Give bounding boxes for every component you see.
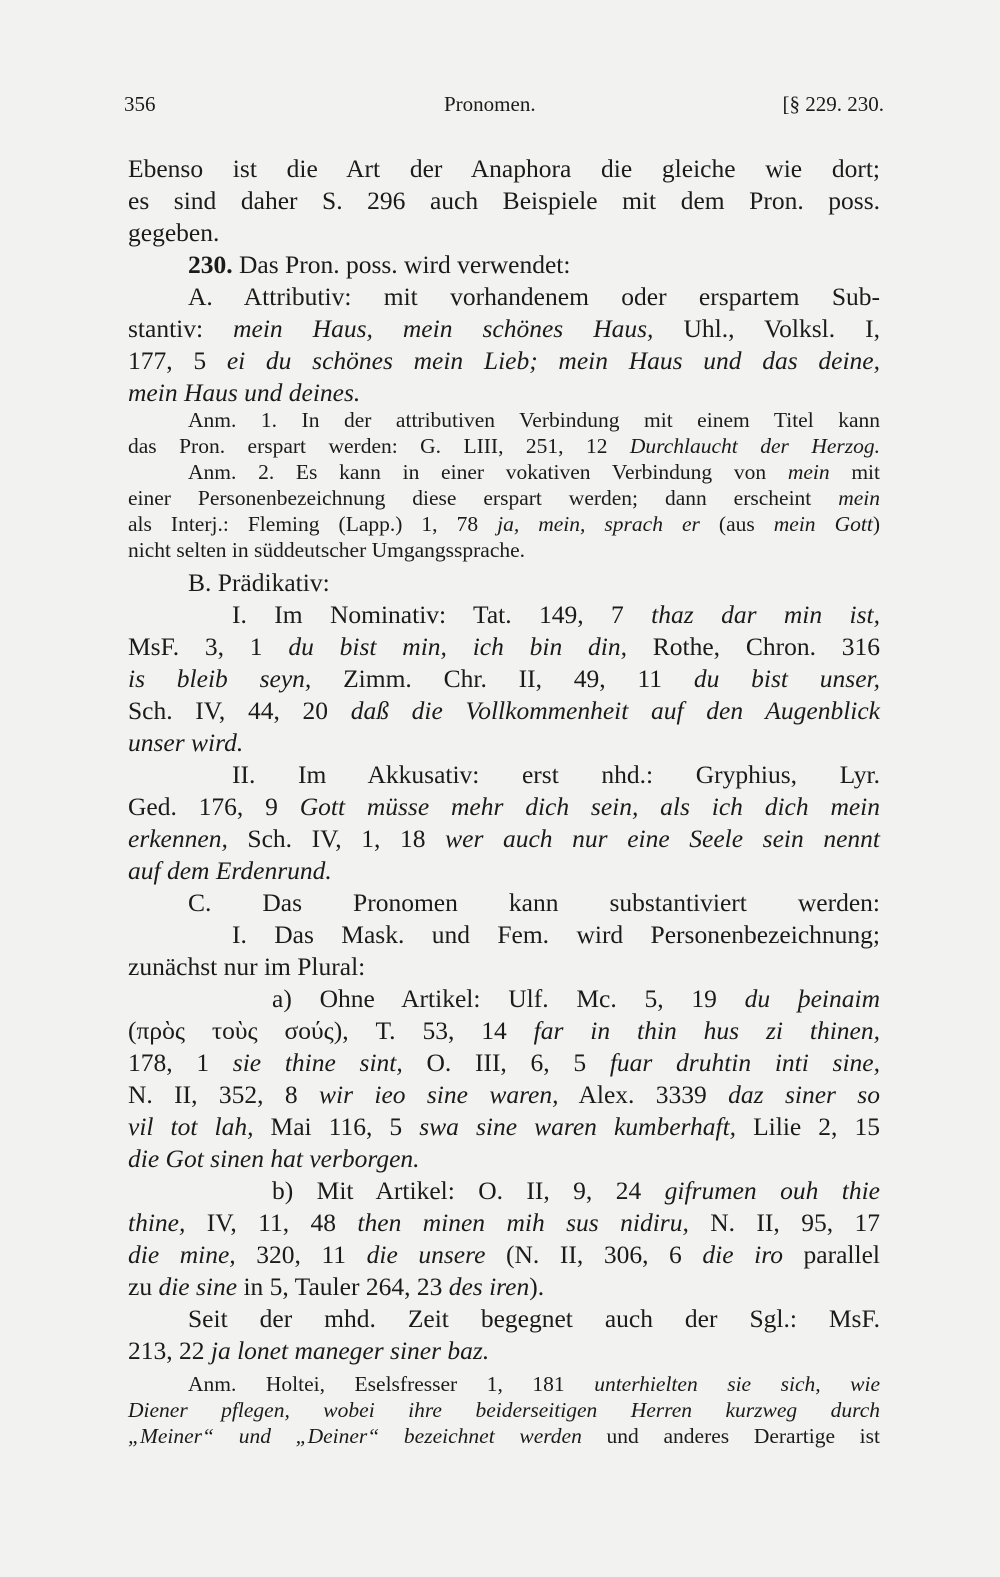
text-segment: Lilie 2, 15	[736, 1112, 880, 1141]
text-line	[128, 1272, 880, 1302]
italic-quote: daz siner so	[728, 1080, 880, 1109]
italic-quote: ja lonet maneger siner baz.	[210, 1336, 490, 1365]
italic-quote: thaz dar min ist,	[651, 600, 880, 629]
text-segment: N. II, 352, 8	[128, 1080, 319, 1109]
text-segment: Zimm. Chr. II, 49, 11	[311, 664, 694, 693]
italic-quote: thine,	[128, 1208, 186, 1237]
text-segment: (N. II, 306, 6	[485, 1240, 703, 1269]
italic-quote: die sine	[158, 1272, 238, 1301]
italic-quote: Durchlaucht der Herzog.	[629, 434, 880, 458]
text-segment: a) Ohne Artikel: Ulf. Mc. 5, 19	[272, 984, 745, 1013]
italic-quote: far in thin hus zi thinen,	[533, 1016, 880, 1045]
italic-quote: ei du schönes mein Lieb; mein Haus und das deine,	[226, 346, 880, 375]
text-line	[188, 568, 880, 598]
running-header	[124, 92, 884, 122]
italic-quote: vil tot lah,	[128, 1112, 254, 1141]
text-segment: Sch. IV, 44, 20	[128, 696, 351, 725]
italic-quote: ja, mein, sprach er	[497, 512, 700, 536]
text-line	[128, 856, 880, 886]
text-line	[128, 696, 880, 726]
italic-quote: wir ieo sine waren,	[318, 1080, 559, 1109]
text-segment: IV, 11, 48	[185, 1208, 358, 1237]
text-line	[272, 1176, 880, 1206]
text-segment: (πρὸς τοὺς σούς), T. 53, 14	[128, 1016, 534, 1045]
text-segment: I. Im Nominativ: Tat. 149, 7	[232, 600, 652, 629]
text-segment: Das Pron. poss. wird verwendet:	[232, 250, 571, 279]
text-segment: zunächst nur im Plural:	[128, 952, 366, 981]
text-segment: mit	[829, 460, 881, 484]
text-segment: Mai 116, 5	[253, 1112, 420, 1141]
italic-quote: Gott müsse mehr dich sein, als ich dich mein	[299, 792, 881, 821]
text-line	[128, 154, 880, 184]
text-segment: parallel	[782, 1240, 880, 1269]
text-line	[128, 824, 880, 854]
italic-quote: unser wird.	[128, 728, 244, 757]
italic-quote: auf dem Erdenrund.	[128, 856, 332, 885]
italic-quote: mein	[838, 486, 880, 510]
note-line	[188, 1372, 880, 1397]
italic-quote: des iren	[448, 1272, 530, 1301]
section-range: [§ 229. 230.	[782, 92, 884, 116]
text-segment: 177, 5	[128, 346, 227, 375]
text-line	[188, 282, 880, 312]
text-segment: Uhl., Volksl. I,	[653, 314, 880, 343]
section-heading-230	[188, 250, 880, 280]
italic-quote: mein Haus und deines.	[128, 378, 361, 407]
italic-quote: mein Gott	[773, 512, 873, 536]
text-line	[232, 920, 880, 950]
text-segment: und anderes Derartige ist	[581, 1424, 880, 1448]
note-line	[188, 408, 880, 433]
text-segment: N. II, 95, 17	[688, 1208, 880, 1237]
italic-quote: then minen mih sus nidiru,	[357, 1208, 689, 1237]
italic-quote: erkennen,	[128, 824, 228, 853]
text-line	[128, 1240, 880, 1270]
text-segment: 320, 11	[235, 1240, 367, 1269]
text-line	[232, 600, 880, 630]
text-segment: Sch. IV, 1, 18	[227, 824, 446, 853]
italic-quote: du bist unser,	[693, 664, 880, 693]
note-line	[128, 1398, 880, 1423]
note-line	[188, 460, 880, 485]
italic-quote: swa sine waren kumberhaft,	[419, 1112, 737, 1141]
note-line	[128, 434, 880, 459]
text-segment: MsF. 3, 1	[128, 632, 289, 661]
note-line	[128, 538, 880, 563]
italic-quote: Diener pflegen, wobei ihre beiderseitigen Herren kurzweg durch	[128, 1398, 880, 1422]
text-segment: b) Mit Artikel: O. II, 9, 24	[272, 1176, 665, 1205]
text-segment: (aus	[699, 512, 774, 536]
text-segment: es sind daher S. 296 auch Beispiele mit dem Pron. poss.	[128, 186, 880, 215]
text-line	[128, 792, 880, 822]
text-segment: II. Im Akkusativ: erst nhd.: Gryphius, Lyr.	[232, 760, 880, 789]
text-line	[232, 760, 880, 790]
italic-quote: „Meiner“ und „Deiner“ bezeichnet werden	[128, 1424, 582, 1448]
text-segment: Anm. 1. In der attributiven Verbindung mit einem Titel kann	[188, 408, 880, 432]
text-line	[128, 1080, 880, 1110]
text-segment: Rothe, Chron. 316	[626, 632, 880, 661]
text-line	[128, 728, 880, 758]
text-segment: einer Personenbezeichnung diese erspart werden; dann erscheint	[128, 486, 839, 510]
text-segment: 213, 22	[128, 1336, 211, 1365]
page-number: 356	[124, 92, 156, 116]
text-segment: Anm. Holtei, Eselsfresser 1, 181	[188, 1372, 595, 1396]
italic-quote: gifrumen ouh thie	[664, 1176, 880, 1205]
text-segment: Seit der mhd. Zeit begegnet auch der Sgl.: MsF.	[188, 1304, 880, 1333]
italic-quote: fuar druhtin inti sine,	[609, 1048, 880, 1077]
text-segment: ).	[529, 1272, 545, 1301]
italic-quote: die mine,	[128, 1240, 236, 1269]
text-line	[272, 984, 880, 1014]
italic-quote: die Got sinen hat verborgen.	[128, 1144, 420, 1173]
text-line	[128, 1144, 880, 1174]
text-line	[128, 1208, 880, 1238]
text-segment: Anm. 2. Es kann in einer vokativen Verbindung von	[188, 460, 788, 484]
text-segment: Ged. 176, 9	[128, 792, 300, 821]
text-segment: Alex. 3339	[558, 1080, 729, 1109]
text-line	[128, 1336, 880, 1366]
text-segment: I. Das Mask. und Fem. wird Personenbezeichnung;	[232, 920, 880, 949]
text-line	[188, 1304, 880, 1334]
text-line	[128, 186, 880, 216]
text-segment: 178, 1	[128, 1048, 233, 1077]
text-line	[128, 314, 880, 344]
running-title: Pronomen.	[444, 92, 536, 116]
text-segment: B. Prädikativ:	[188, 568, 330, 597]
text-segment: )	[872, 512, 880, 536]
text-line	[128, 1016, 880, 1046]
text-line	[128, 378, 880, 408]
italic-quote: mein Haus, mein schönes Haus,	[233, 314, 654, 343]
text-line	[128, 1048, 880, 1078]
text-segment: als Interj.: Fleming (Lapp.) 1, 78	[128, 512, 498, 536]
text-line	[128, 1112, 880, 1142]
text-segment: zu	[128, 1272, 159, 1301]
section-number: 230.	[188, 250, 233, 279]
note-line	[128, 1424, 880, 1449]
italic-quote: du þeinaim	[744, 984, 881, 1013]
italic-quote: is bleib seyn,	[128, 664, 312, 693]
text-line	[188, 888, 880, 918]
italic-quote: die unsere	[366, 1240, 486, 1269]
text-segment: O. III, 6, 5	[402, 1048, 610, 1077]
italic-quote: unterhielten sie sich, wie	[594, 1372, 881, 1396]
italic-quote: die iro	[702, 1240, 783, 1269]
text-line	[128, 952, 880, 982]
text-line	[128, 632, 880, 662]
italic-quote: sie thine sint,	[232, 1048, 403, 1077]
text-segment: C. Das Pronomen kann substantiviert werden:	[188, 888, 880, 917]
italic-quote: mein	[787, 460, 830, 484]
note-line	[128, 512, 880, 537]
text-segment: nicht selten in süddeutscher Umgangssprache.	[128, 538, 526, 562]
text-line	[128, 218, 880, 248]
italic-quote: du bist min, ich bin din,	[288, 632, 627, 661]
italic-quote: daß die Vollkommenheit auf den Augenblick	[350, 696, 880, 725]
text-segment: stantiv:	[128, 314, 234, 343]
text-segment: das Pron. erspart werden: G. LIII, 251, 12	[128, 434, 630, 458]
note-line	[128, 486, 880, 511]
text-line	[128, 664, 880, 694]
text-segment: A. Attributiv: mit vorhandenem oder erspartem Sub-	[188, 282, 880, 311]
text-segment: Ebenso ist die Art der Anaphora die gleiche wie dort;	[128, 154, 880, 183]
italic-quote: wer auch nur eine Seele sein nennt	[445, 824, 881, 853]
text-segment: in 5, Tauler 264, 23	[237, 1272, 449, 1301]
text-segment: gegeben.	[128, 218, 220, 247]
text-line	[128, 346, 880, 376]
